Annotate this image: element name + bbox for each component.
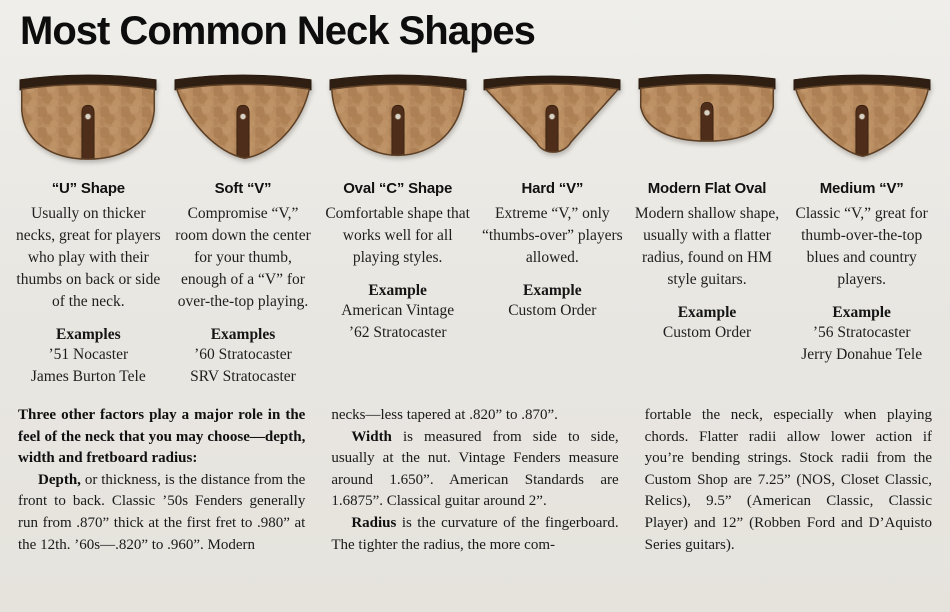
example-label: Examples [56,326,121,343]
u-shape-figure [16,60,161,174]
article-depth-paragraph [18,470,305,556]
shape-description: Comfortable shape that works well for all playing styles. [325,205,470,266]
shape-label: Medium “V” [819,180,904,197]
width-text: is measured from side to side, usually at the nut. Vintage Fenders measure around 1.650”. American Standards are 1.6875”. Classical guitar around 2”. [331,428,619,510]
walnut-plug-dot [704,109,710,115]
example-line: Custom Order [508,302,597,319]
example-line: James Burton Tele [30,368,146,386]
oval-c-illustration [327,64,469,171]
article-continuation-1: necks—less tapered at .820” to .870”. [331,406,558,423]
radius-text: is the curvature of the fingerboard. The tighter the radius, the more com- [331,514,619,553]
shape-column-oval-c [325,60,470,389]
hard-v-illustration [481,64,623,171]
depth-lead: Depth, [38,471,81,488]
example-label: Examples [210,326,276,343]
article-column-1 [18,405,305,556]
article-column-2 [331,405,618,556]
shape-column-modern-flat-oval [635,60,780,389]
oval-c-figure [325,60,470,174]
shape-column-hard-v [480,60,625,389]
example-line: Jerry Donahue Tele [801,346,923,364]
walnut-plug-dot [395,113,401,119]
medium-v-figure [789,60,934,174]
shape-column-u [16,60,161,389]
example-line: ’51 Nocaster [48,346,129,363]
shape-description: Compromise “V,” room down the center for your thumb, enough of a “V” for over-the-top playing. [175,205,311,310]
shape-label: Hard “V” [521,180,584,197]
width-lead: Width [351,428,392,445]
example-label: Example [523,282,582,299]
soft-v-figure [171,60,316,174]
example-line: Custom Order [662,324,752,341]
shape-description: Classic “V,” great for thumb-over-the-top blues and country players. [795,205,928,288]
example-line: ’60 Stratocaster [194,346,292,363]
article-section [12,389,938,556]
soft-v-illustration [172,64,314,171]
example-line: ’56 Stratocaster [812,324,911,341]
walnut-plug-dot [240,113,246,119]
walnut-plug-dot [549,113,555,119]
shape-label: “U” Shape [51,180,125,197]
example-label: Example [832,304,891,321]
example-line: SRV Stratocaster [190,368,296,386]
shape-description: Usually on thicker necks, great for players who play with their thumbs on back or side of the neck. [16,205,161,310]
shape-column-medium-v [789,60,934,389]
radius-lead: Radius [351,514,397,531]
hard-v-figure [480,60,625,174]
article-width-paragraph [331,427,618,513]
example-line: ’62 Stratocaster [348,324,447,342]
page-title: Most Common Neck Shapes [20,9,535,53]
article-radius-paragraph [331,513,618,556]
walnut-plug-dot [859,113,865,119]
shape-label: Soft “V” [214,180,272,197]
neck-shapes-section [12,60,938,389]
walnut-plug-dot [85,113,91,119]
modern-flat-oval-illustration [636,64,778,171]
example-label: Example [677,304,737,321]
shape-description: Modern shallow shape, usually with a flatter radius, found on HM style guitars. [634,205,780,288]
example-line: American Vintage [341,302,455,319]
shape-description: Extreme “V,” only “thumbs-over” players allowed. [481,205,623,266]
depth-text: or thickness, is the distance from the front to back. Classic ’50s Fenders generally run from .870” thick at the first fret to .980” at the 12th. ’60s—.820” to .960”. Modern [18,471,306,553]
shape-label: Oval “C” Shape [343,180,453,197]
medium-v-illustration [791,64,933,171]
example-label: Example [368,282,427,299]
article-intro: Three other factors play a major role in the feel of the neck that you may choose—depth, width and fretboard radius: [18,406,306,467]
shape-label: Modern Flat Oval [647,180,767,197]
shape-column-soft-v [171,60,316,389]
modern-flat-oval-figure [635,60,780,174]
u-shape-illustration [17,64,159,171]
article-column-3 [645,405,932,556]
article-continuation-2: fortable the neck, especially when playing chords. Flatter radii allow lower action if you’re bending strings. Stock radii from the Custom Shop are 7.25” (NOS, Closet Classic, Relics), 9.5” (American Classic, Classic Player) and 12” (Robben Ford and D’Aquisto Series guitars). [644,406,932,553]
